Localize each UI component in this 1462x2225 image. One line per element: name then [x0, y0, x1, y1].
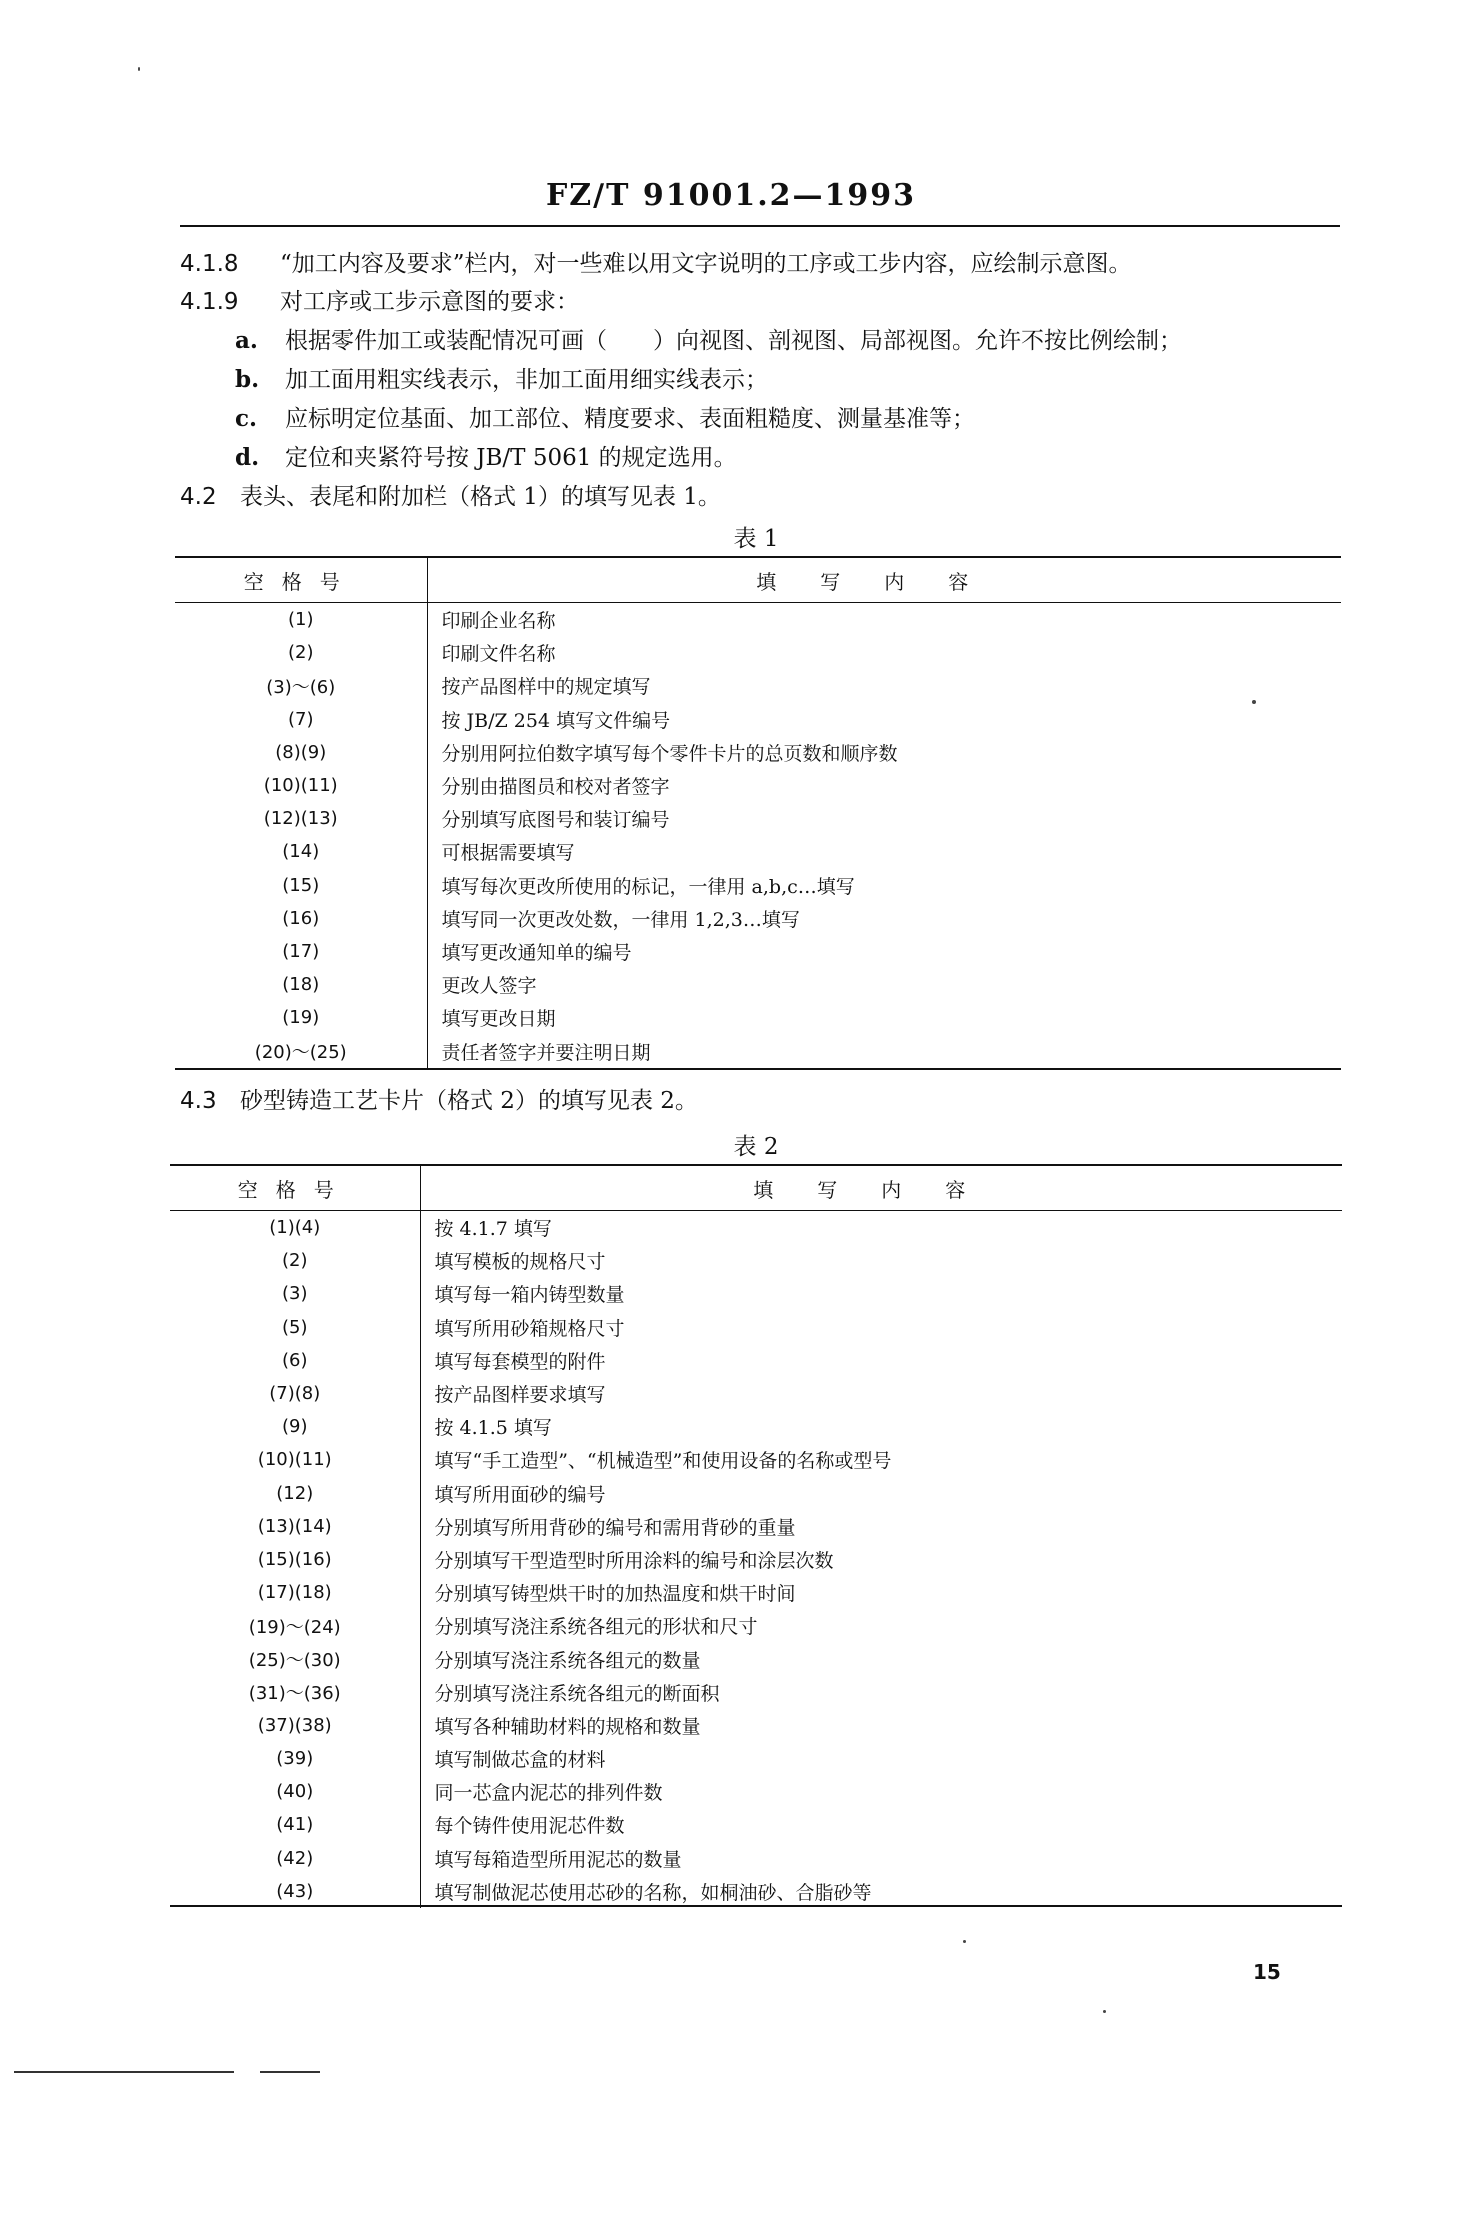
row-content: 每个铸件使用泥芯件数	[434, 1815, 625, 1838]
row-code: (1)	[175, 603, 427, 637]
list-text: 根据零件加工或装配情况可画（ ）向视图、剖视图、局部视图。允许不按比例绘制；	[285, 328, 1182, 354]
row-content: 责任者签字并要注明日期	[441, 1041, 651, 1064]
row-content: 按产品图样中的规定填写	[441, 676, 651, 699]
row-content: 分别填写浇注系统各组元的数量	[434, 1649, 701, 1672]
table-row	[170, 1842, 1342, 1875]
table-row	[175, 703, 1341, 736]
section-number: 4.1.9	[180, 289, 239, 315]
table-row	[170, 1576, 1342, 1609]
list-item-d	[235, 439, 737, 472]
table-row	[170, 1344, 1342, 1377]
row-code: (20)～(25)	[175, 1034, 427, 1067]
row-code: (2)	[175, 636, 427, 669]
section-4-3	[180, 1082, 698, 1115]
table-row	[175, 935, 1341, 968]
header-rule	[180, 225, 1340, 227]
section-number: 4.1.8	[180, 251, 239, 277]
col-header-content: 填写内容	[420, 1166, 1342, 1211]
row-content: 分别填写底图号和装订编号	[441, 809, 670, 832]
table1	[175, 558, 1341, 1068]
page-number: 15	[1253, 1960, 1281, 1984]
row-code: (10)(11)	[170, 1443, 420, 1476]
list-item-a	[235, 322, 1182, 355]
row-content: 印刷文件名称	[441, 643, 556, 666]
row-code: (25)～(30)	[170, 1642, 420, 1675]
col-header-code: 空格号	[175, 558, 427, 603]
table-row	[170, 1676, 1342, 1709]
list-label: b.	[235, 366, 260, 393]
row-content: 印刷企业名称	[441, 610, 556, 633]
row-content: 填写每次更改所使用的标记，一律用 a,b,c…填写	[441, 875, 855, 898]
row-content: 填写每一箱内铸型数量	[434, 1284, 625, 1307]
table-row	[175, 636, 1341, 669]
row-code: (17)	[175, 935, 427, 968]
row-code: (17)(18)	[170, 1576, 420, 1609]
row-content: 填写每套模型的附件	[434, 1350, 606, 1373]
list-item-c	[235, 400, 975, 433]
scan-speck	[963, 1940, 966, 1943]
scan-speck	[138, 67, 140, 71]
table-row	[170, 1642, 1342, 1675]
row-code: (3)	[170, 1277, 420, 1310]
section-4-1-8	[180, 245, 1132, 278]
table-row	[175, 968, 1341, 1001]
row-content: 填写所用面砂的编号	[434, 1483, 606, 1506]
row-content: 分别填写浇注系统各组元的形状和尺寸	[434, 1616, 758, 1639]
row-code: (15)	[175, 869, 427, 902]
row-code: (10)(11)	[175, 769, 427, 802]
row-code: (8)(9)	[175, 736, 427, 769]
list-text: 应标明定位基面、加工部位、精度要求、表面粗糙度、测量基准等；	[285, 406, 975, 432]
list-label: d.	[235, 444, 260, 471]
table-row	[170, 1211, 1342, 1245]
section-number: 4.2	[180, 484, 217, 510]
row-content: 填写更改通知单的编号	[441, 941, 632, 964]
row-code: (3)～(6)	[175, 669, 427, 702]
row-content: 填写所用砂箱规格尺寸	[434, 1317, 625, 1340]
table-row	[170, 1277, 1342, 1310]
table-row	[175, 902, 1341, 935]
row-content: 填写制做泥芯使用芯砂的名称，如桐油砂、合脂砂等	[434, 1881, 872, 1904]
row-content: 按 JB/Z 254 填写文件编号	[441, 709, 671, 732]
row-code: (18)	[175, 968, 427, 1001]
row-content: 填写更改日期	[441, 1008, 556, 1031]
table-row	[175, 1001, 1341, 1034]
row-code: (13)(14)	[170, 1510, 420, 1543]
table2-bottom-rule	[170, 1905, 1342, 1907]
row-code: (12)(13)	[175, 802, 427, 835]
row-content: 分别填写干型造型时所用涂料的编号和涂层次数	[434, 1549, 834, 1572]
row-code: (9)	[170, 1410, 420, 1443]
scan-artifact-line	[14, 2071, 234, 2073]
section-text: 表头、表尾和附加栏（格式 1）的填写见表 1。	[240, 484, 721, 510]
table2-caption: 表 2	[733, 1134, 779, 1160]
scan-artifact-line	[260, 2071, 320, 2073]
section-4-2	[180, 478, 721, 511]
row-code: (31)～(36)	[170, 1676, 420, 1709]
table-row	[170, 1311, 1342, 1344]
row-content: 分别用阿拉伯数字填写每个零件卡片的总页数和顺序数	[441, 742, 898, 765]
row-content: 填写同一次更改处数，一律用 1,2,3…填写	[441, 908, 800, 931]
table-row	[175, 603, 1341, 637]
row-content: 更改人签字	[441, 975, 537, 998]
table-row	[175, 769, 1341, 802]
row-content: 按产品图样要求填写	[434, 1384, 606, 1407]
table-row	[175, 802, 1341, 835]
row-content: 同一芯盒内泥芯的排列件数	[434, 1782, 663, 1805]
row-code: (16)	[175, 902, 427, 935]
table-row	[170, 1609, 1342, 1642]
row-content: 按 4.1.7 填写	[434, 1218, 552, 1241]
section-text: 砂型铸造工艺卡片（格式 2）的填写见表 2。	[240, 1088, 698, 1114]
row-code: (7)(8)	[170, 1377, 420, 1410]
table1-bottom-rule	[175, 1068, 1341, 1070]
row-code: (1)(4)	[170, 1211, 420, 1245]
list-text: 定位和夹紧符号按 JB/T 5061 的规定选用。	[285, 445, 737, 471]
table-row	[175, 869, 1341, 902]
col-header-code: 空格号	[170, 1166, 420, 1211]
table-row	[170, 1477, 1342, 1510]
table-row	[170, 1543, 1342, 1576]
row-code: (39)	[170, 1742, 420, 1775]
row-content: 按 4.1.5 填写	[434, 1417, 552, 1440]
scan-speck	[1103, 2010, 1106, 2013]
section-text: “加工内容及要求”栏内，对一些难以用文字说明的工序或工步内容，应绘制示意图。	[280, 251, 1132, 277]
table2	[170, 1166, 1342, 1908]
row-content: 填写每箱造型所用泥芯的数量	[434, 1848, 682, 1871]
row-code: (2)	[170, 1244, 420, 1277]
table-header-row	[170, 1166, 1342, 1211]
row-code: (7)	[175, 703, 427, 736]
list-label: c.	[235, 405, 258, 432]
row-code: (42)	[170, 1842, 420, 1875]
row-content: 分别填写铸型烘干时的加热温度和烘干时间	[434, 1583, 796, 1606]
table-row	[170, 1244, 1342, 1277]
table-header-row	[175, 558, 1341, 603]
row-code: (37)(38)	[170, 1709, 420, 1742]
table-row	[170, 1875, 1342, 1908]
table-row	[170, 1410, 1342, 1443]
row-code: (43)	[170, 1875, 420, 1908]
row-code: (19)	[175, 1001, 427, 1034]
row-content: 可根据需要填写	[441, 842, 575, 865]
row-content: 填写“手工造型”、“机械造型”和使用设备的名称或型号	[434, 1450, 892, 1473]
list-text: 加工面用粗实线表示，非加工面用细实线表示；	[285, 367, 768, 393]
table-row	[170, 1377, 1342, 1410]
table-row	[170, 1510, 1342, 1543]
table1-caption: 表 1	[733, 526, 779, 552]
table-row	[170, 1775, 1342, 1808]
table-row	[175, 669, 1341, 702]
section-number: 4.3	[180, 1088, 217, 1114]
standard-number-header: FZ/T 91001.2—1993	[545, 178, 917, 213]
row-content: 分别填写浇注系统各组元的断面积	[434, 1682, 720, 1705]
row-code: (6)	[170, 1344, 420, 1377]
row-code: (19)～(24)	[170, 1609, 420, 1642]
table-row	[175, 835, 1341, 868]
list-label: a.	[235, 327, 258, 354]
table-row	[170, 1443, 1342, 1476]
row-code: (15)(16)	[170, 1543, 420, 1576]
table-row	[170, 1808, 1342, 1841]
row-content: 分别填写所用背砂的编号和需用背砂的重量	[434, 1516, 796, 1539]
section-4-1-9	[180, 283, 579, 316]
col-header-content: 填写内容	[427, 558, 1341, 603]
table-row	[170, 1742, 1342, 1775]
row-code: (12)	[170, 1477, 420, 1510]
row-code: (14)	[175, 835, 427, 868]
row-content: 填写模板的规格尺寸	[434, 1251, 606, 1274]
row-content: 填写制做芯盒的材料	[434, 1749, 606, 1772]
row-code: (5)	[170, 1311, 420, 1344]
table-row	[175, 736, 1341, 769]
row-code: (40)	[170, 1775, 420, 1808]
row-code: (41)	[170, 1808, 420, 1841]
row-content: 填写各种辅助材料的规格和数量	[434, 1715, 701, 1738]
list-item-b	[235, 361, 768, 394]
table-row	[170, 1709, 1342, 1742]
row-content: 分别由描图员和校对者签字	[441, 776, 670, 799]
section-text: 对工序或工步示意图的要求：	[280, 289, 579, 315]
scan-speck	[1252, 700, 1256, 704]
table-row	[175, 1034, 1341, 1067]
